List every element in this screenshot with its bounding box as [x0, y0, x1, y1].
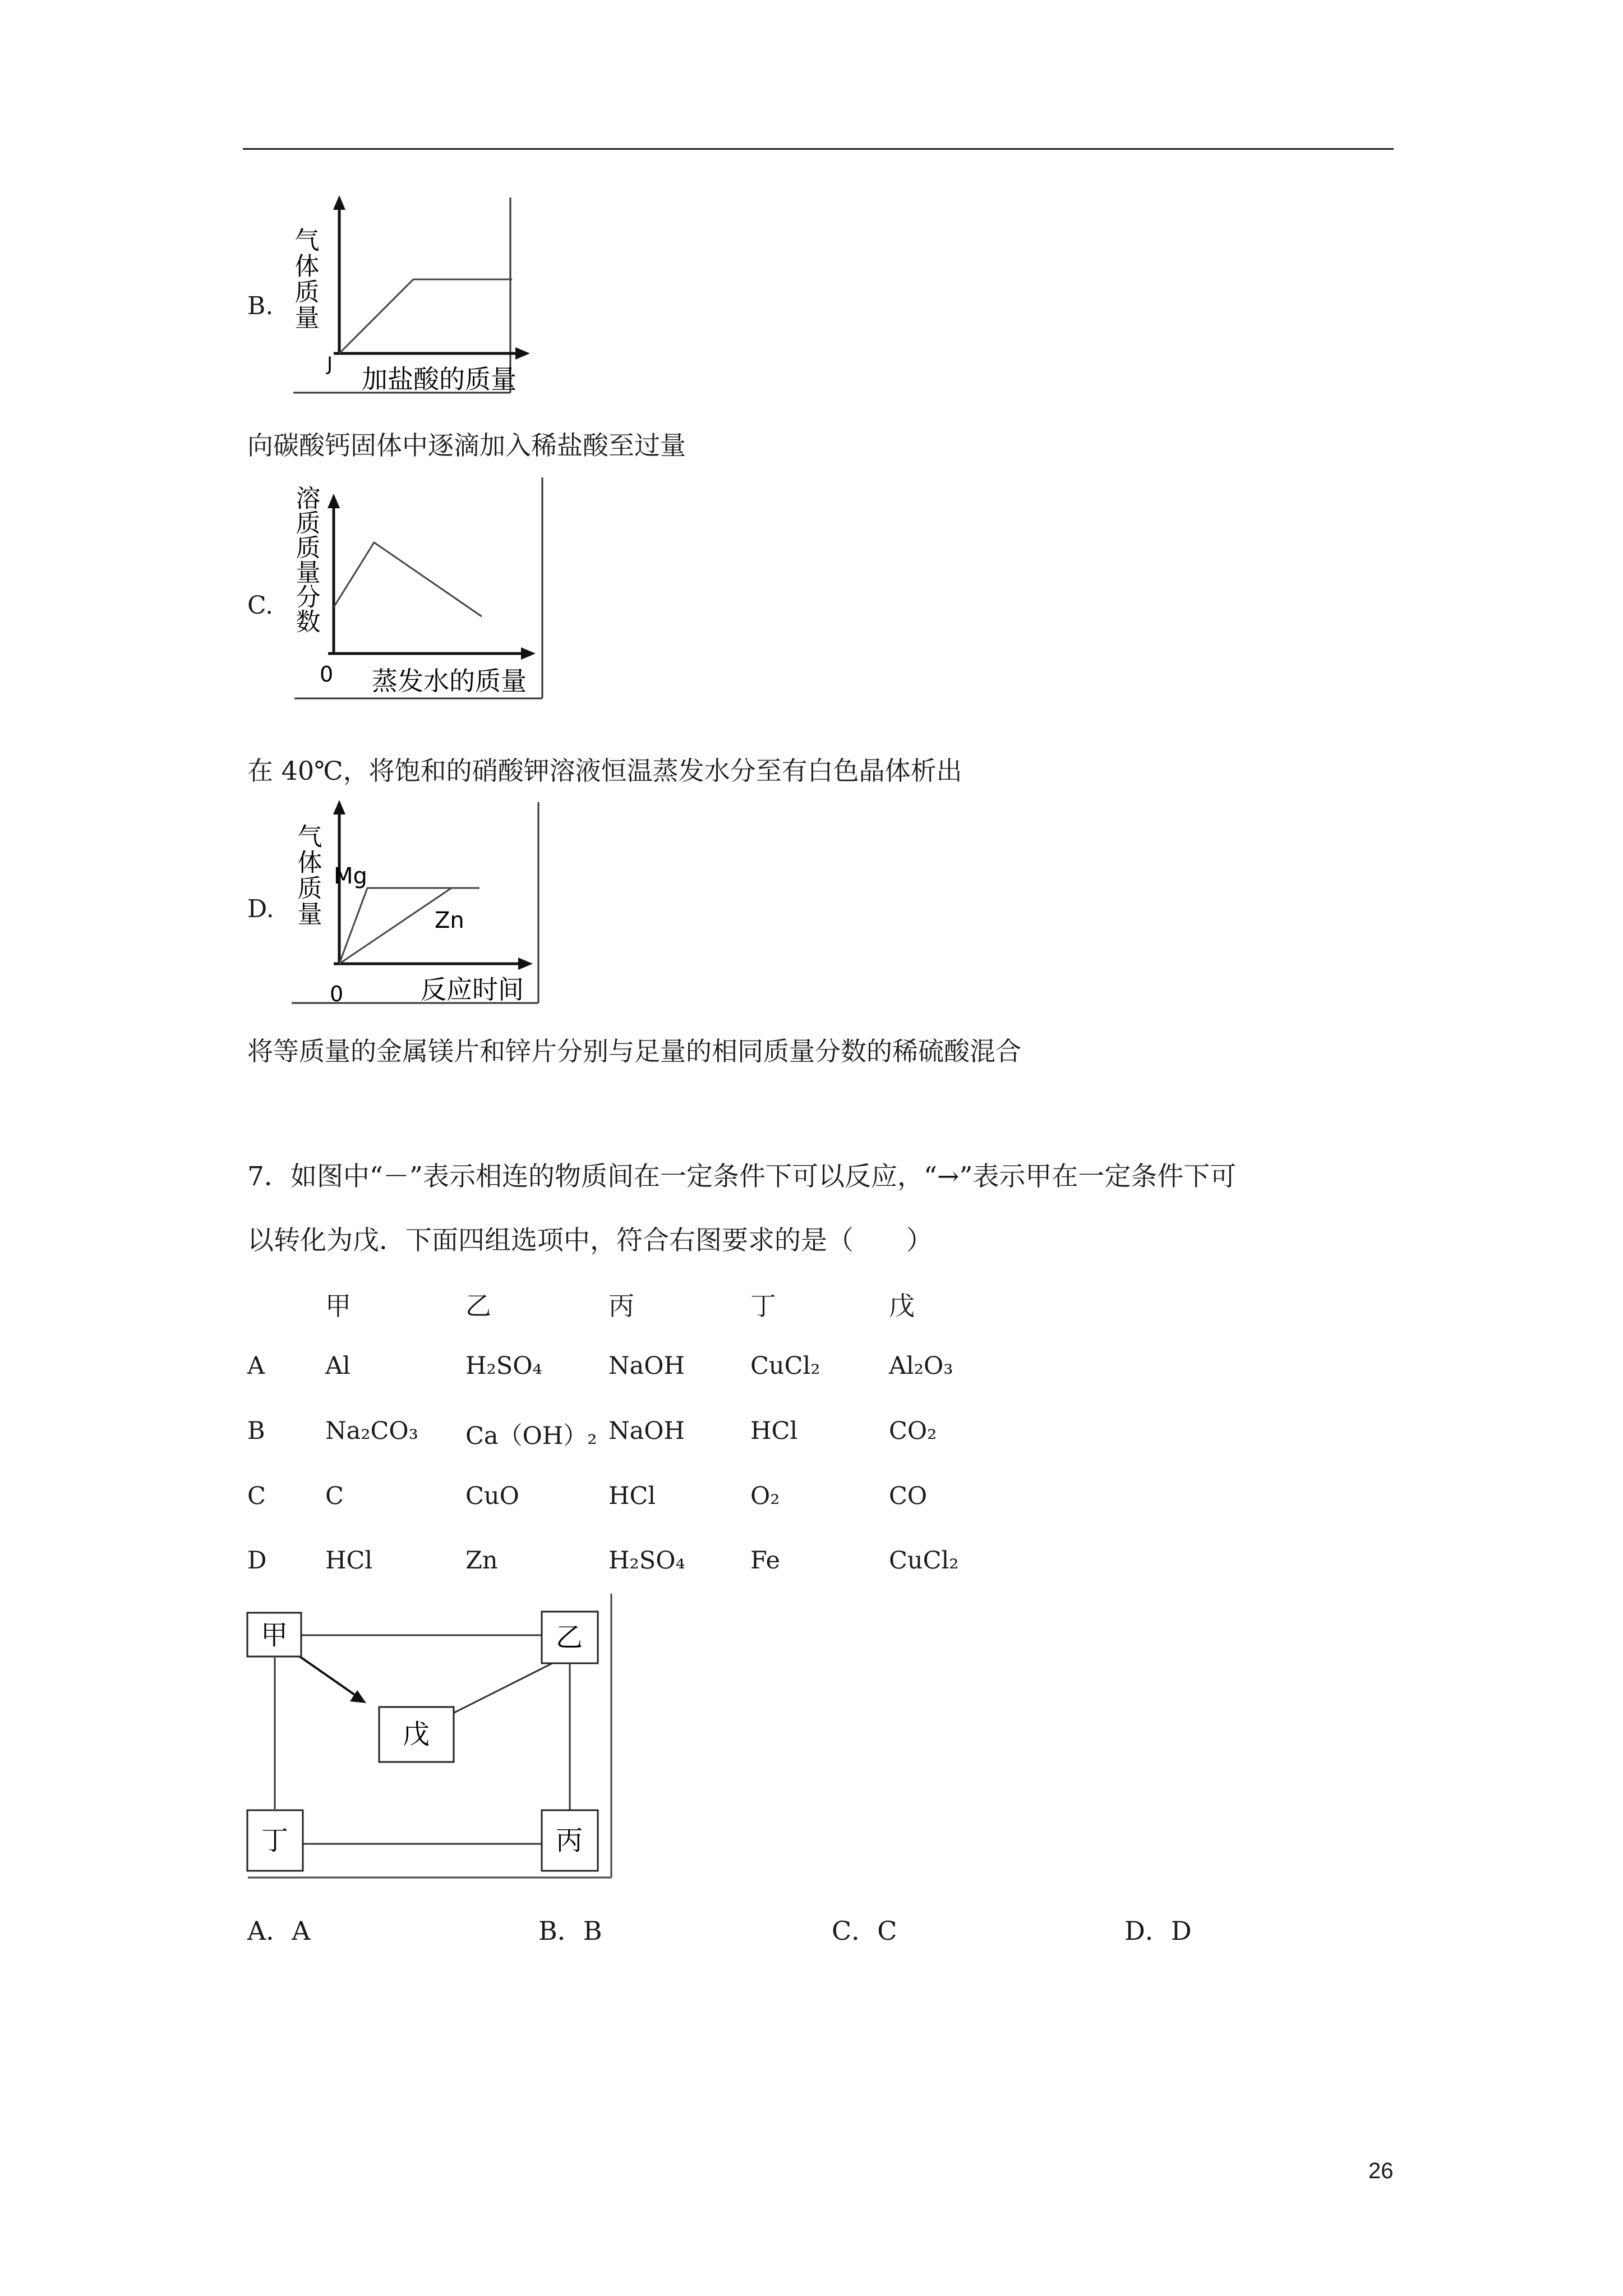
chart-d-y-label: 气体质量 — [293, 823, 322, 927]
chart-b-y-label: 气体质量 — [290, 227, 319, 330]
option-d-description: 将等质量的金属镁片和锌片分别与足量的相同质量分数的稀硫酸混合 — [247, 1036, 1021, 1066]
table-cell: NaOH — [608, 1352, 685, 1380]
reaction-diagram — [246, 1590, 616, 1882]
chart-d-origin: 0 — [330, 982, 344, 1006]
chart-b-origin: J — [327, 353, 333, 375]
option-b-description: 向碳酸钙固体中逐滴加入稀盐酸至过量 — [247, 430, 686, 461]
table-cell: CuCl₂ — [750, 1352, 820, 1380]
table-cell: Fe — [750, 1547, 780, 1575]
table-cell: Na₂CO₃ — [325, 1417, 418, 1445]
chart-c-x-label: 蒸发水的质量 — [372, 666, 527, 696]
header-rule — [243, 148, 1394, 150]
chart-b-series — [339, 279, 512, 353]
answer-choice-d[interactable]: D．D — [1124, 1916, 1192, 1946]
option-b-label: B. — [247, 292, 274, 320]
table-row-label: A — [247, 1352, 265, 1380]
question-line-1: 7．如图中“－”表示相连的物质间在一定条件下可以反应，“→”表示甲在一定条件下可 — [247, 1161, 1237, 1192]
table-header-yi: 乙 — [465, 1291, 491, 1321]
table-header-wu: 戊 — [889, 1291, 915, 1321]
page-number: 26 — [1368, 2159, 1394, 2183]
table-cell: C — [325, 1482, 344, 1510]
table-row-label: B — [247, 1417, 265, 1445]
chart-c-series — [334, 542, 482, 616]
table-row-label: C — [247, 1482, 266, 1510]
table-cell: Ca（OH）₂ — [465, 1422, 597, 1450]
option-c-label: C. — [247, 591, 274, 620]
chart-c-y-label: 溶质质量分数 — [291, 485, 320, 633]
chart-c — [289, 474, 558, 704]
table-cell: CuO — [465, 1482, 519, 1510]
table-cell: H₂SO₄ — [465, 1352, 542, 1380]
chart-b-x-label: 加盐酸的质量 — [362, 364, 517, 394]
node-wu: 戊 — [403, 1719, 430, 1750]
option-d-label: D. — [247, 895, 274, 923]
answer-choice-c[interactable]: C．C — [832, 1916, 897, 1946]
table-cell: HCl — [325, 1547, 373, 1575]
table-header-ding: 丁 — [750, 1291, 776, 1321]
table-row-label: D — [247, 1547, 267, 1575]
question-line-2: 以转化为戊．下面四组选项中，符合右图要求的是（ ） — [247, 1225, 933, 1256]
answer-choice-a[interactable]: A．A — [247, 1916, 311, 1946]
node-bing: 丙 — [556, 1825, 583, 1856]
answer-choice-b[interactable]: B．B — [538, 1916, 602, 1946]
node-jia: 甲 — [261, 1619, 288, 1651]
chart-d-mg-label: Mg — [334, 863, 367, 889]
node-ding: 丁 — [261, 1825, 289, 1856]
chart-d-x-label: 反应时间 — [421, 974, 524, 1005]
table-cell: Al₂O₃ — [889, 1352, 953, 1380]
table-cell: H₂SO₄ — [608, 1547, 685, 1575]
chart-d — [286, 795, 555, 1009]
table-header-bing: 丙 — [608, 1291, 634, 1321]
table-cell: O₂ — [750, 1482, 780, 1510]
chart-d-zn-label: Zn — [435, 908, 464, 933]
table-cell: CuCl₂ — [889, 1547, 959, 1575]
table-header-jia: 甲 — [325, 1291, 351, 1321]
table-cell: Zn — [465, 1547, 498, 1575]
table-cell: CO — [889, 1482, 928, 1510]
option-c-description: 在 40℃，将饱和的硝酸钾溶液恒温蒸发水分至有白色晶体析出 — [247, 756, 962, 786]
table-cell: NaOH — [608, 1417, 685, 1445]
chart-c-origin: 0 — [320, 662, 334, 687]
node-yi: 乙 — [556, 1622, 583, 1653]
table-cell: Al — [325, 1352, 351, 1380]
chart-b — [283, 191, 547, 398]
table-cell: CO₂ — [889, 1417, 937, 1445]
table-cell: HCl — [750, 1417, 798, 1445]
table-cell: HCl — [608, 1482, 656, 1510]
